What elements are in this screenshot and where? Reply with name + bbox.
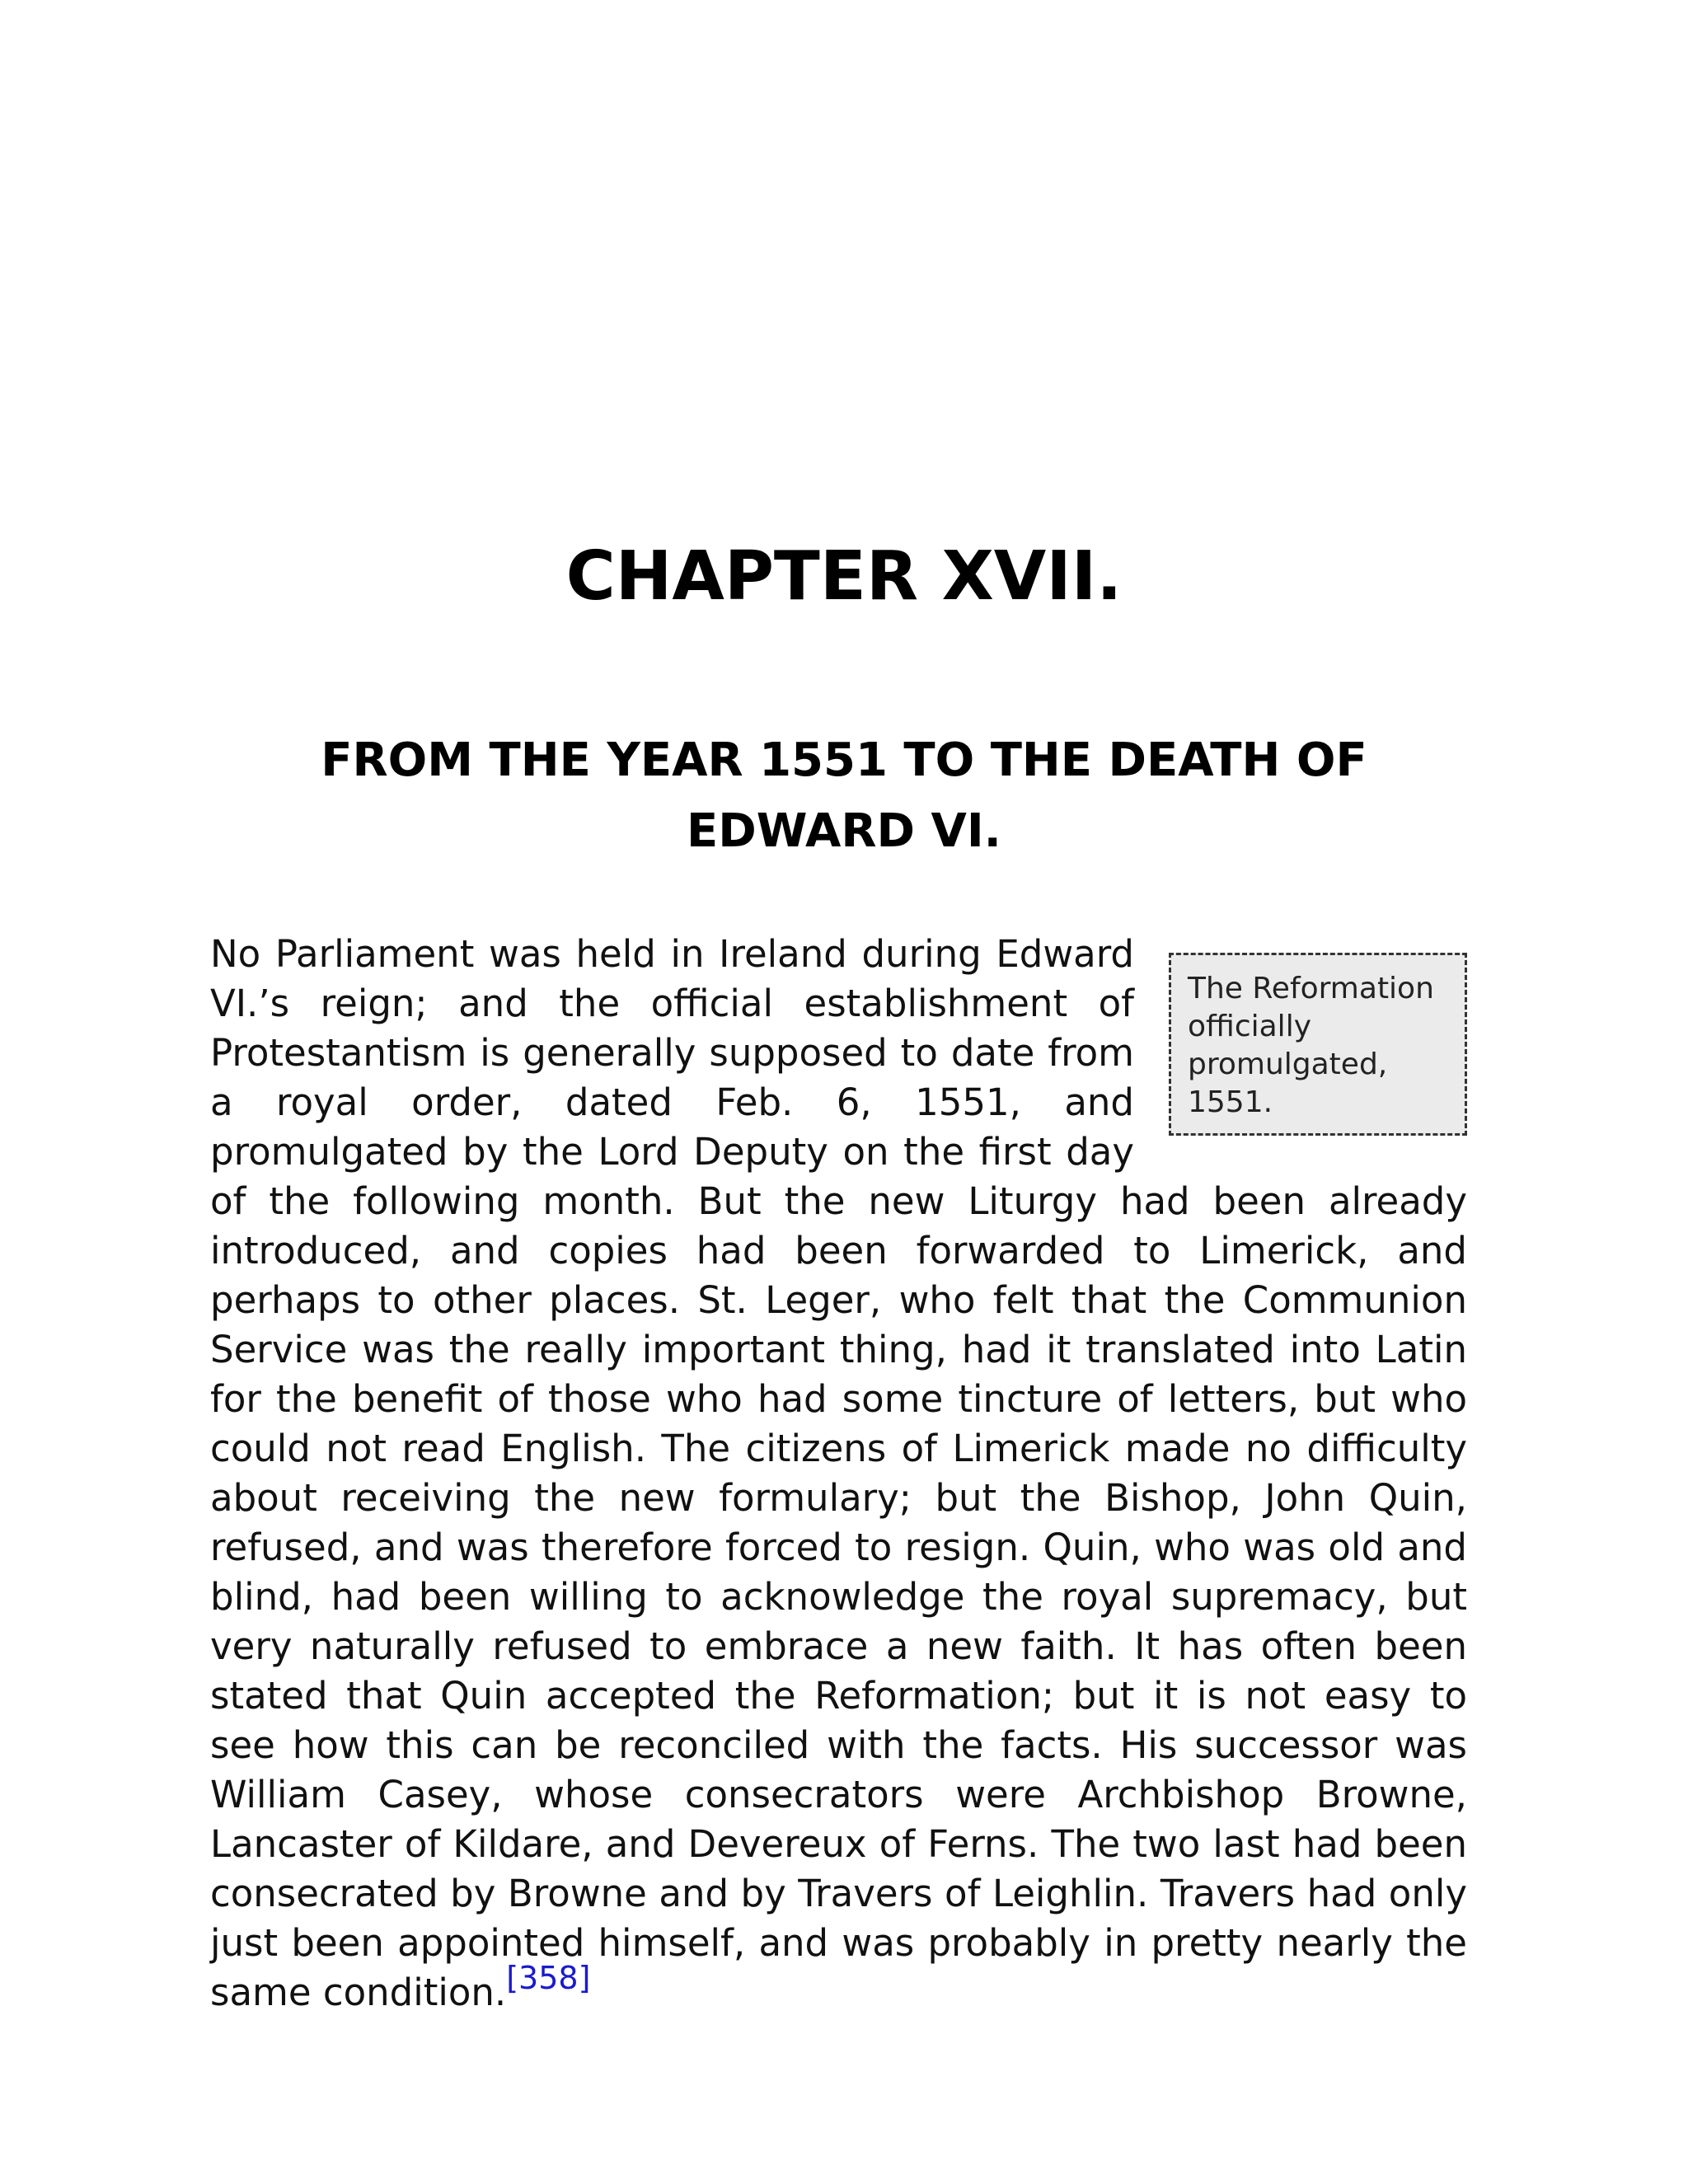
body-text-block	[210, 930, 1467, 2018]
body-paragraph: No Parliament was held in Ireland during Edward VI.’s reign; and the official establishment of Protestantism is generally supposed to date from a royal order, dated Feb. 6, 1551, and promulgated by the Lord Deputy on the first day of the following month. But the new Liturgy had been already introduced, and copies had been forwarded to Limerick, and perhaps to other places. St. Leger, who felt that the Communion Service was the really important thing, had it translated into Latin for the benefit of those who had some tincture of letters, but who could not read English. The citizens of Limerick made no difficulty about receiving the new formulary; but the Bishop, John Quin, refused, and was therefore forced to resign. Quin, who was old and blind, had been willing to acknowledge the royal supremacy, but very naturally refused to embrace a new faith. It has often been stated that Quin accepted the Reformation; but it is not easy to see how this can be reconciled with the facts. His successor was William Casey, whose consecrators were Archbishop Browne, Lancaster of Kildare, and Devereux of Ferns. The two last had been consecrated by Browne and by Travers of Leighlin. Travers had only just been appointed himself, and was probably in pretty nearly the same condition.	[210, 932, 1467, 2014]
chapter-subtitle: FROM THE YEAR 1551 TO THE DEATH OF EDWARD VI.	[321, 733, 1367, 858]
footnote-link[interactable]: [358]	[506, 1960, 591, 1996]
chapter-title: CHAPTER XVII.	[565, 537, 1123, 616]
sidenote: The Reformation officially promulgated, 1551.	[1169, 953, 1467, 1136]
